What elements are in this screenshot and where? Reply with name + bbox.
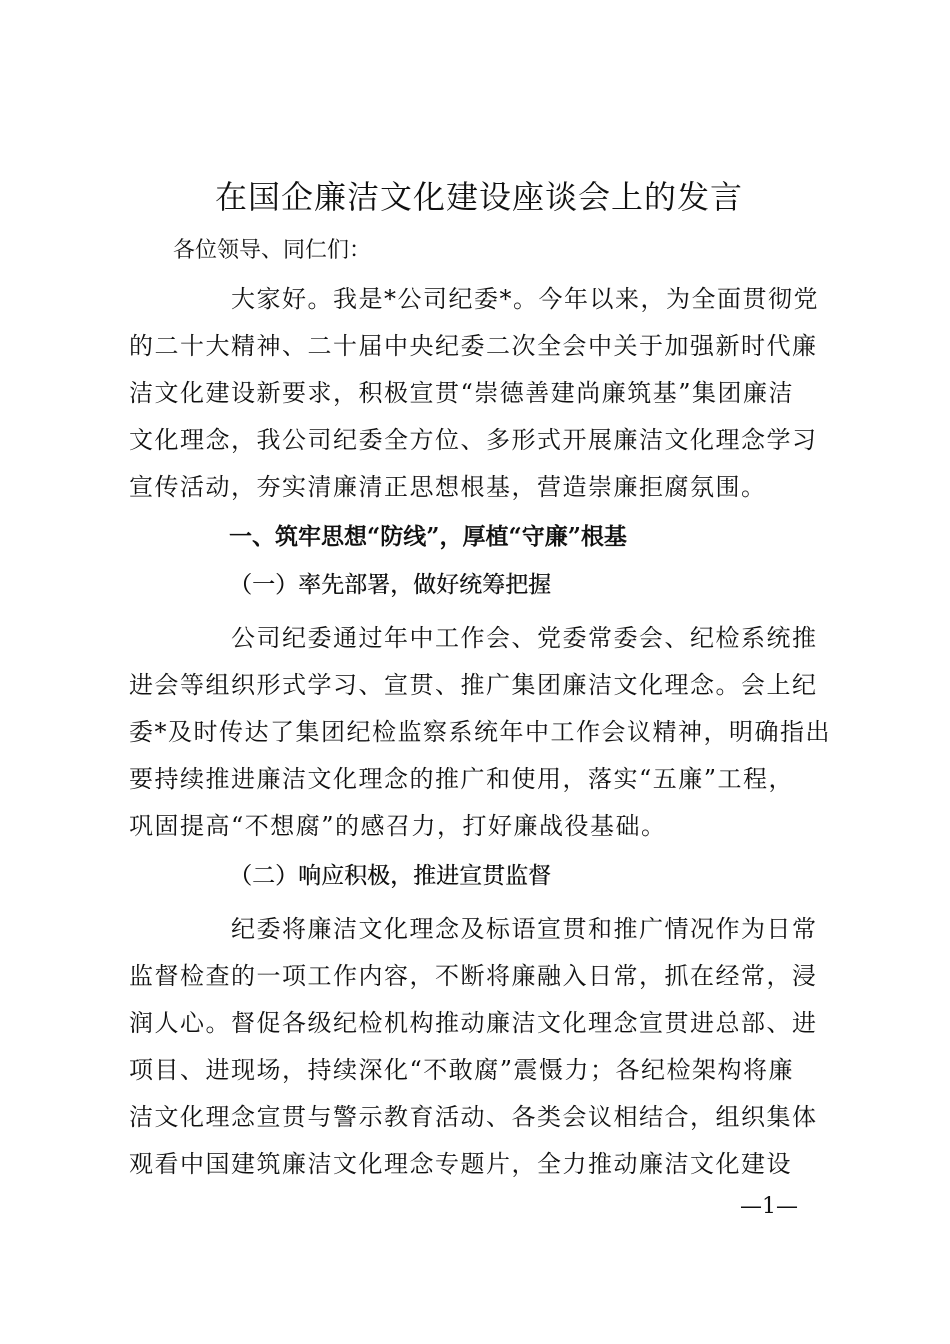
paragraph-line: 宣传活动，夯实清廉清正思想根基，营造崇廉拒腐氛围。: [129, 473, 767, 501]
paragraph-line: 润人心。督促各级纪检机构推动廉洁文化理念宣贯进总部、进: [129, 1009, 818, 1037]
subsection-heading: （二）响应积极，推进宣贯监督: [229, 863, 551, 889]
paragraph-line: 大家好。我是*公司纪委*。今年以来，为全面贯彻党: [231, 285, 819, 313]
paragraph-line: 的二十大精神、二十届中央纪委二次全会中关于加强新时代廉: [129, 332, 818, 360]
section-heading: 一、筑牢思想“防线”，厚植“守廉”根基: [229, 523, 627, 550]
paragraph-line: 进会等组织形式学习、宣贯、推广集团廉洁文化理念。会上纪: [129, 671, 818, 699]
document-title: 在国企廉洁文化建设座谈会上的发言: [214, 178, 743, 216]
paragraph-line: 巩固提高“不想腐”的感召力，打好廉战役基础。: [129, 812, 667, 840]
subsection-heading: （一）率先部署，做好统筹把握: [229, 572, 551, 598]
page-number: —1—: [740, 1194, 798, 1219]
salutation: 各位领导、同仁们：: [173, 238, 372, 263]
subsection1-paragraph: [129, 615, 829, 850]
document-body: [129, 168, 829, 1188]
paragraph-line: 公司纪委通过年中工作会、党委常委会、纪检系统推: [231, 624, 818, 652]
intro-paragraph: [129, 276, 829, 511]
subsection2-paragraph: [129, 906, 829, 1188]
paragraph-line: 委*及时传达了集团纪检监察系统年中工作会议精神，明确指出: [129, 718, 831, 746]
paragraph-line: 洁文化理念宣贯与警示教育活动、各类会议相结合，组织集体: [129, 1103, 818, 1131]
paragraph-line: 要持续推进廉洁文化理念的推广和使用，落实“五廉”工程，: [129, 765, 795, 793]
paragraph-line: 洁文化建设新要求，积极宣贯“崇德善建尚廉筑基”集团廉洁: [129, 379, 795, 407]
paragraph-line: 纪委将廉洁文化理念及标语宣贯和推广情况作为日常: [231, 915, 818, 943]
paragraph-line: 文化理念，我公司纪委全方位、多形式开展廉洁文化理念学习: [129, 426, 818, 454]
paragraph-line: 项目、进现场，持续深化“不敢腐”震慑力；各纪检架构将廉: [129, 1056, 795, 1084]
paragraph-line: 观看中国建筑廉洁文化理念专题片，全力推动廉洁文化建设: [129, 1150, 792, 1178]
paragraph-line: 监督检查的一项工作内容，不断将廉融入日常，抓在经常，浸: [129, 962, 818, 990]
